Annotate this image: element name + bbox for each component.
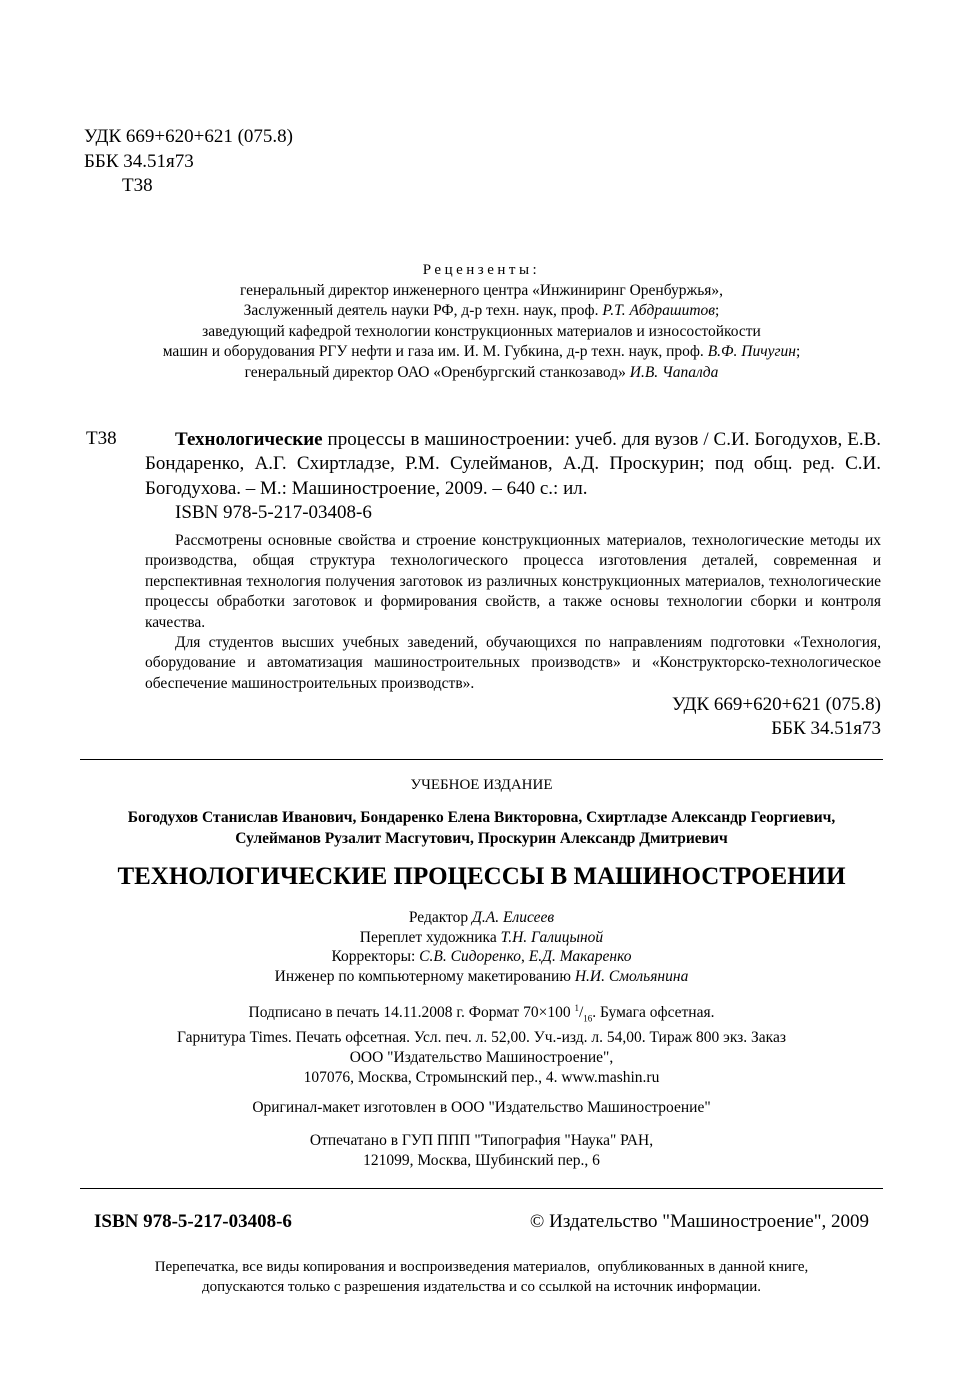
publisher-name: ООО "Издательство Машиностроение", — [349, 1049, 614, 1066]
divider-top — [80, 759, 883, 760]
layout-engineer-name: Н.И. Смольянина — [574, 967, 689, 985]
footer-isbn: ISBN 978-5-217-03408-6 — [94, 1211, 292, 1232]
copyright: © Издательство "Машиностроение", 2009 — [529, 1211, 869, 1232]
reviewer-2-punct: ; — [795, 343, 801, 360]
reviewer-1-name: Р.Т. Абдрашитов — [602, 302, 716, 319]
publisher-address: 107076, Москва, Стромынский пер., 4. www.mashin.ru — [303, 1069, 660, 1086]
authors-line-1: Богодухов Станислав Иванович, Бондаренко Елена Викторовна, Схиртладзе Александр Георгиевич, — [127, 809, 836, 826]
biblio-isbn: ISBN 978-5-217-03408-6 — [175, 501, 372, 523]
print-format: Подписано в печать 14.11.2008 г. Формат 70×100 — [248, 1004, 575, 1022]
print-line-1 — [0, 998, 963, 1028]
format-denominator: 16 — [583, 1013, 593, 1024]
reviewer-1-punct: ; — [715, 302, 720, 319]
cover-label: Переплет художника — [359, 928, 501, 946]
reviewer-1-title: Заслуженный деятель науки РФ, д-р техн. наук, проф. — [243, 302, 603, 319]
biblio-description — [145, 428, 881, 501]
print-line-2: Гарнитура Times. Печать офсетная. Усл. печ. л. 52,00. Уч.-изд. л. 54,00. Тираж 800 экз. Заказ — [177, 1029, 786, 1047]
reviewer-2-title: машин и оборудования РГУ нефти и газа им. И. М. Губкина, д-р техн. наук, проф. — [162, 343, 708, 360]
layout-made-by: Оригинал-макет изготовлен в ООО "Издательство Машиностроение" — [252, 1099, 711, 1116]
biblio-description-text: процессы в машиностроении: учеб. для вузов / С.И. Богодухов, Е.В. Бондаренко, А.Г. Схиртладзе, Р.М. Сулейманов, А.Д. Проскурин; под общ. ред. С.И. Богодухова. – М.: Машиностроение, 2009. – 640 с.: ил. — [145, 429, 881, 499]
classification-codes — [84, 125, 293, 199]
editor-label: Редактор — [408, 909, 473, 926]
proofreaders-separator: , — [521, 948, 529, 965]
authors-line-2: Сулейманов Рузалит Масгутович, Проскурин Александр Дмитриевич — [235, 830, 728, 847]
proofreader-2: Е.Д. Макаренко — [528, 948, 632, 965]
format-slash: / — [578, 1004, 584, 1022]
reviewers-block — [0, 260, 963, 383]
divider-bottom — [80, 1188, 883, 1189]
reviewer-2-name: В.Ф. Пичугин — [707, 343, 796, 360]
cover-line — [0, 928, 963, 948]
paper-type: . Бумага офсетная. — [592, 1004, 715, 1022]
printer-name: Отпечатано в ГУП ППП "Типография "Наука" РАН, — [309, 1132, 654, 1149]
biblio-record — [145, 428, 881, 525]
reviewer-3-name: И.В. Чапалда — [629, 363, 719, 381]
bbk-code: ББК 34.51я73 — [84, 150, 194, 172]
reviewer-3-title: генеральный директор ОАО «Оренбургский станкозавод» — [244, 363, 630, 381]
reviewer-2-line-2 — [0, 342, 963, 363]
notice-line-2: допускаются только с разрешения издательства и со ссылкой на источник информации. — [201, 1279, 762, 1295]
annotation — [145, 531, 881, 694]
publisher-info — [0, 1048, 963, 1088]
annotation-paragraph-2: Для студентов высших учебных заведений, обучающихся по направлениям подготовки «Технология, оборудование и автоматизация машиностроительных производств» и «Конструкторско-технологическое обеспечение машиностроительных производств». — [145, 634, 881, 692]
biblio-title-bold: Технологические — [175, 429, 323, 450]
annotation-codes — [672, 693, 881, 741]
layout-engineer-line — [0, 967, 963, 987]
format-numerator: 1 — [574, 1003, 579, 1013]
cover-name: Т.Н. Галицыной — [500, 928, 604, 946]
editorial-staff — [0, 908, 963, 986]
biblio-code: Т38 — [86, 428, 117, 449]
annotation-udk: УДК 669+620+621 (075.8) — [672, 694, 881, 715]
proofreaders-line — [0, 947, 963, 967]
proofreader-1: С.В. Сидоренко — [419, 948, 522, 965]
annotation-paragraph-1: Рассмотрены основные свойства и строение конструкционных материалов, технологические методы их производства, общая структура технологического процесса изготовления деталей, современная и перспективная технология получения заготовок из различных конструкционных материалов, технологические процессы обработки заготовок и формирования свойств, а также основы технологии сборки и контроля качества. — [145, 532, 881, 631]
reviewer-1-line-1: генеральный директор инженерного центра «Инжиниринг Оренбуржья», — [239, 281, 724, 299]
proofreaders-label: Корректоры: — [331, 948, 420, 965]
reviewers-heading: Рецензенты: — [422, 262, 541, 278]
editor-line — [0, 908, 963, 928]
reviewer-1-line-2 — [0, 301, 963, 322]
reviewer-3-line — [0, 363, 963, 384]
annotation-bbk: ББК 34.51я73 — [771, 718, 881, 739]
editor-name: Д.А. Елисеев — [472, 909, 555, 926]
layout-engineer-label: Инженер по компьютерному макетированию — [274, 967, 575, 985]
reviewer-2-line-1: заведующий кафедрой технологии конструкционных материалов и износостойкости — [202, 322, 761, 340]
notice-line-1: Перепечатка, все виды копирования и воспроизведения материалов, опубликованных в данной книге, — [154, 1259, 809, 1275]
book-title: ТЕХНОЛОГИЧЕСКИЕ ПРОЦЕССЫ В МАШИНОСТРОЕНИИ — [117, 863, 846, 890]
authors-list — [0, 807, 963, 849]
author-mark: Т38 — [122, 175, 153, 196]
printer-address: 121099, Москва, Шубинский пер., 6 — [363, 1152, 600, 1169]
udk-code: УДК 669+620+621 (075.8) — [84, 126, 293, 147]
print-details — [0, 998, 963, 1048]
copyright-notice — [0, 1257, 963, 1297]
edition-type: УЧЕБНОЕ ИЗДАНИЕ — [410, 777, 553, 793]
printer-info — [0, 1131, 963, 1171]
